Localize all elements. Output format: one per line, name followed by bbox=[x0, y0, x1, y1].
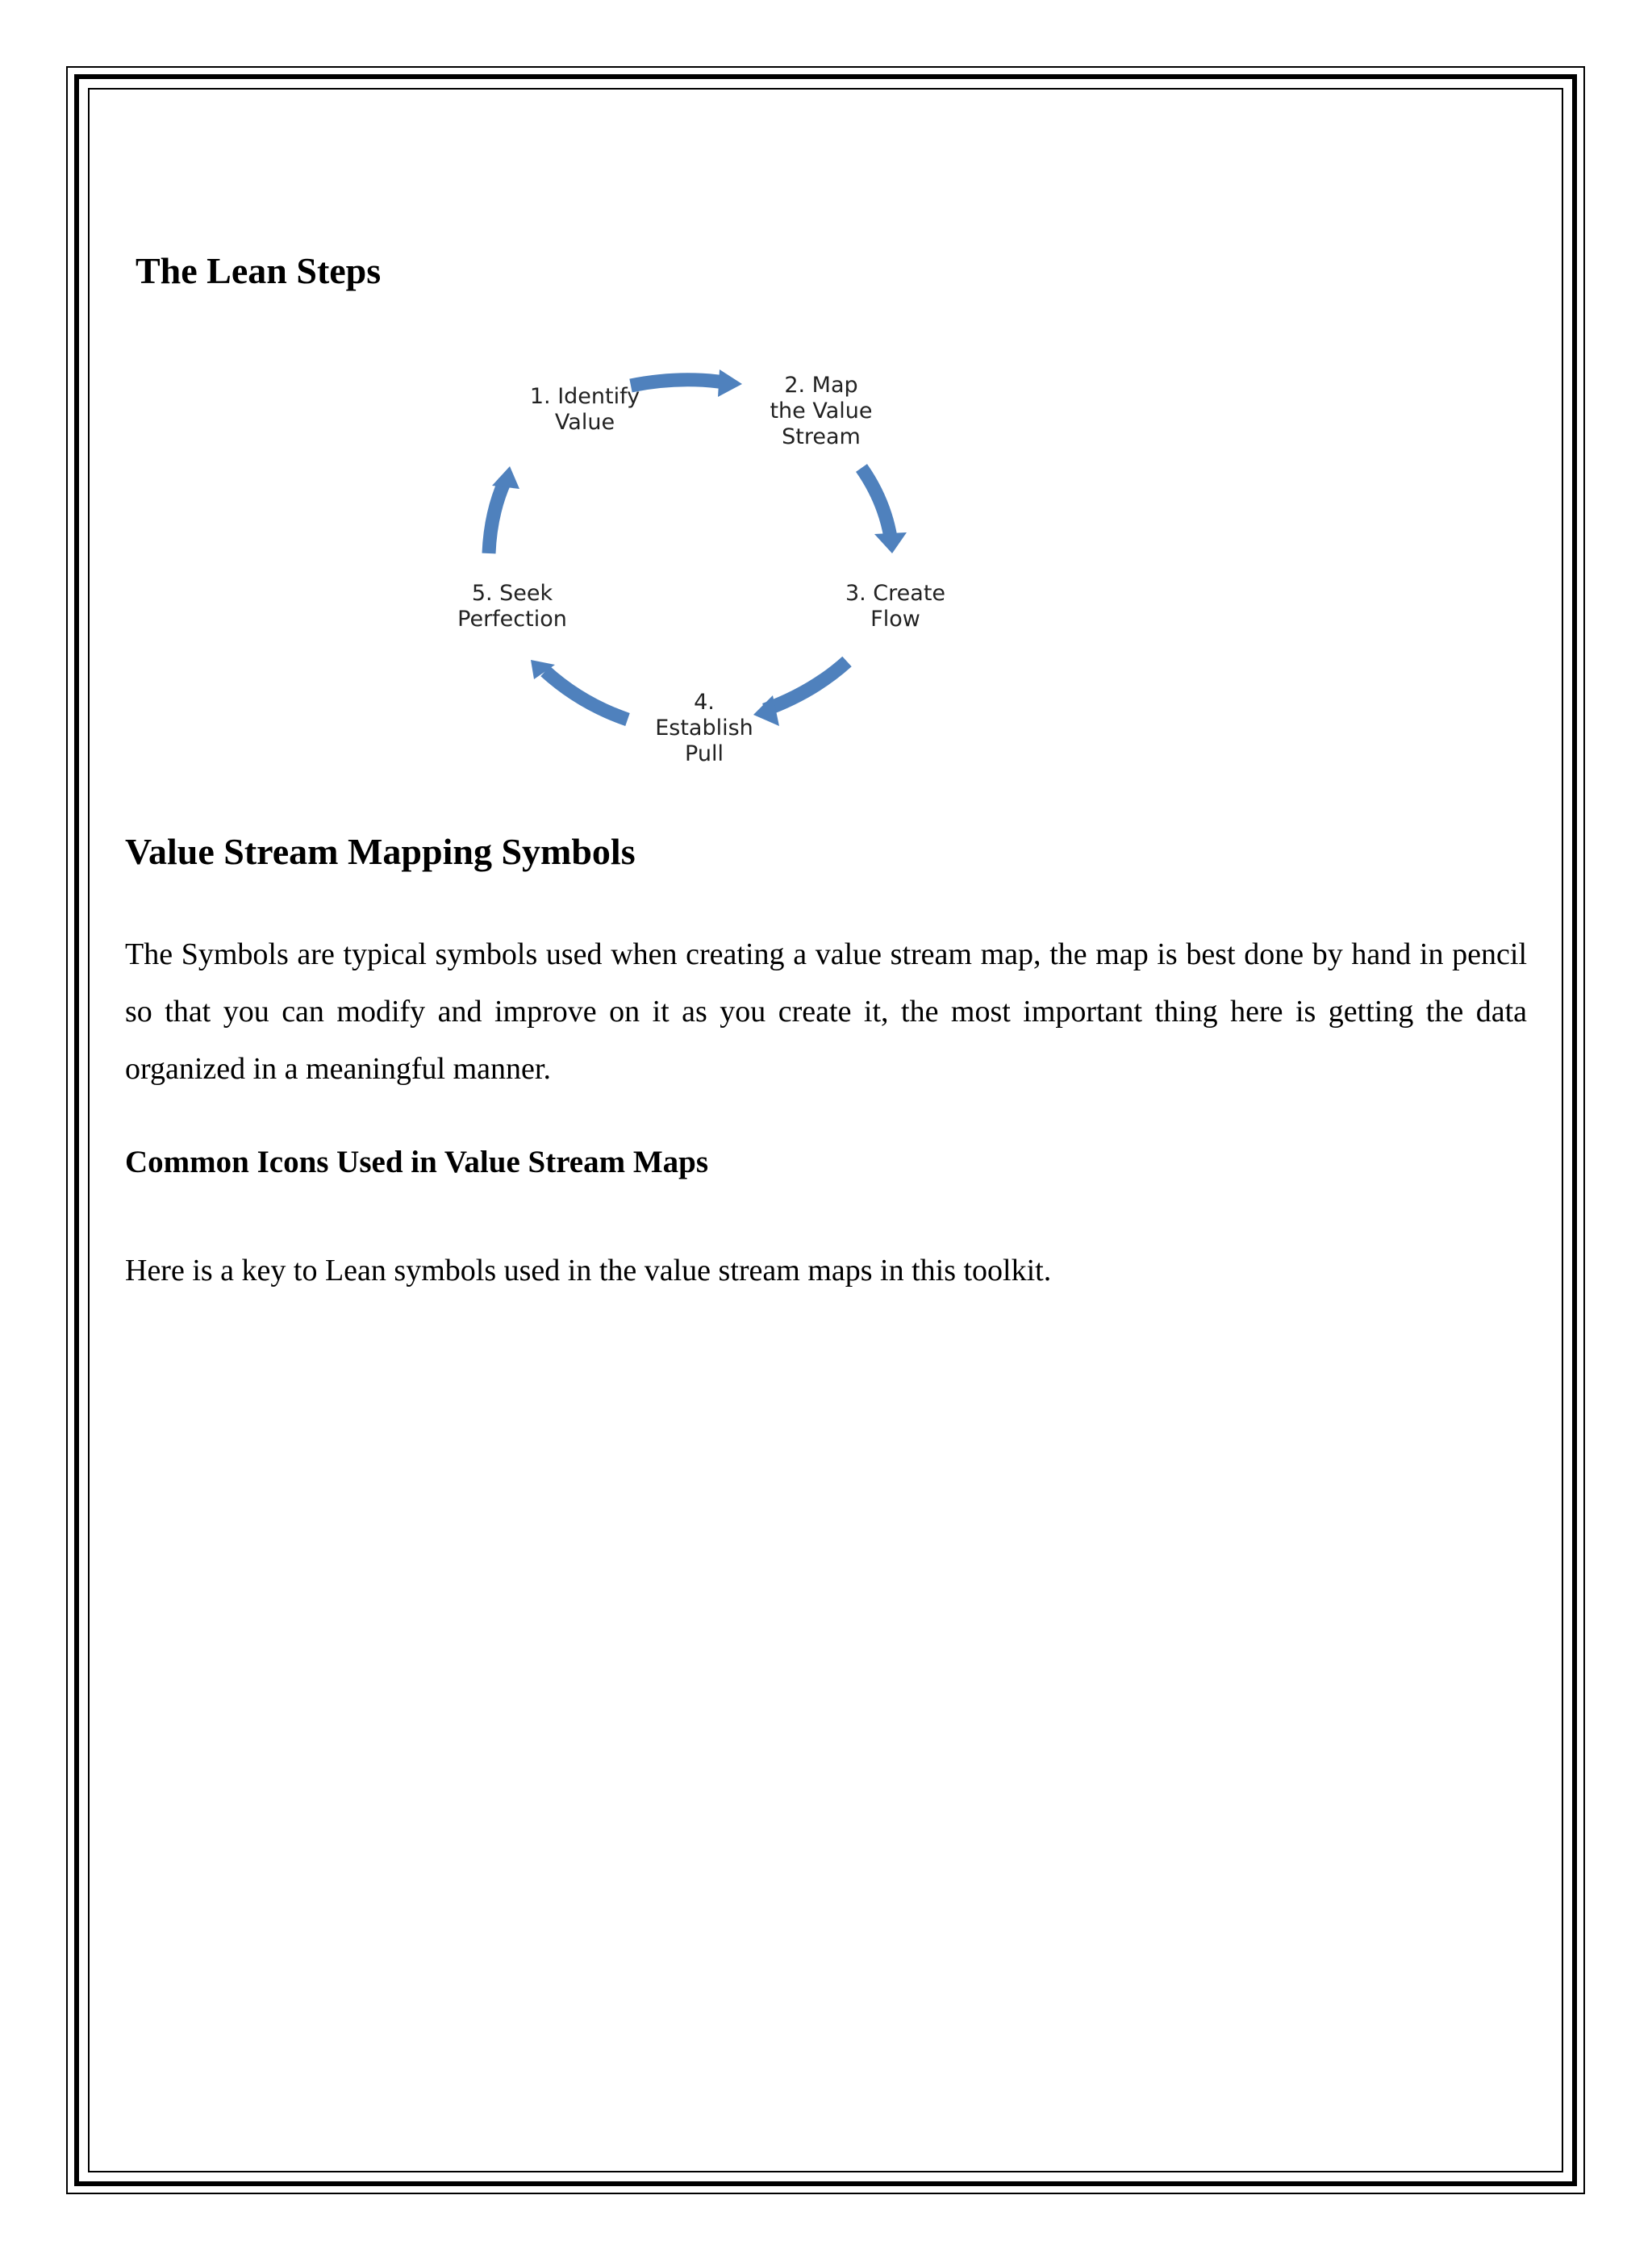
arrow-step2-to-step3 bbox=[861, 468, 907, 553]
common-icons-subheading: Common Icons Used in Value Stream Maps bbox=[125, 1145, 709, 1179]
symbols-key-paragraph: Here is a key to Lean symbols used in the value stream maps in this toolkit. bbox=[125, 1254, 1052, 1288]
arrow-step5-to-step1 bbox=[489, 466, 519, 553]
step-4-label: 4. Establish Pull bbox=[655, 690, 753, 766]
step-3-label: 3. Create Flow bbox=[845, 581, 946, 632]
step-2-label: 2. Map the Value Stream bbox=[770, 373, 873, 449]
arrow-step4-to-step5 bbox=[531, 660, 628, 720]
symbols-description-paragraph: The Symbols are typical symbols used when creating a value stream map, the map is best done by hand in pencil so that you can modify and improve on it as you create it, the most important thing here is getting the data organized in a meaningful manner. bbox=[125, 937, 1527, 1086]
step-5-label: 5. Seek Perfection bbox=[457, 581, 567, 632]
lean-steps-cycle-diagram bbox=[419, 355, 952, 774]
step-1-label: 1. Identify Value bbox=[529, 384, 640, 435]
value-stream-mapping-heading: Value Stream Mapping Symbols bbox=[125, 831, 636, 872]
lean-steps-heading: The Lean Steps bbox=[136, 250, 382, 291]
